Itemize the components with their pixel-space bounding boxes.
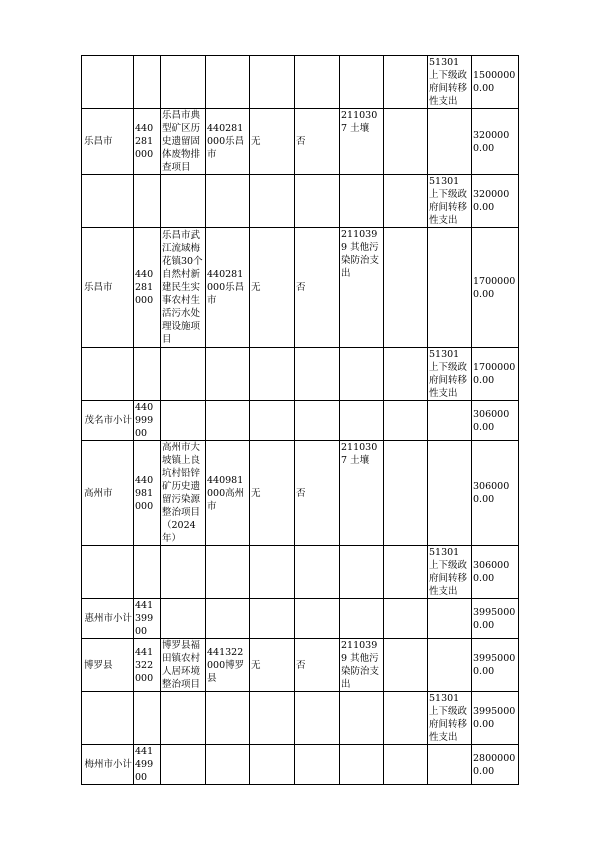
empty-cell: [206, 692, 250, 745]
subtotal-label-cell: 惠州市小计: [82, 599, 134, 639]
empty-cell: [206, 56, 250, 109]
empty-cell: [206, 546, 250, 599]
empty-cell: [82, 56, 134, 109]
empty-cell: [250, 599, 295, 639]
empty-cell: [250, 745, 295, 785]
empty-cell: [340, 692, 384, 745]
empty-cell: [340, 56, 384, 109]
region-code-cell: 44149900: [134, 745, 161, 785]
amount-cell: 17000000.00: [472, 228, 519, 348]
empty-cell: [82, 546, 134, 599]
empty-cell: [161, 599, 206, 639]
economic-class-cell: 51301 上下级政府间转移性支出: [428, 56, 472, 109]
table-row: [82, 745, 519, 785]
table-row: [82, 599, 519, 639]
empty-cell: [295, 401, 340, 441]
table-row: [82, 175, 519, 228]
empty-cell: [384, 56, 428, 109]
region-cell: 博罗县: [82, 639, 134, 692]
region-cell: 高州市: [82, 441, 134, 546]
empty-cell: [295, 599, 340, 639]
empty-cell: [340, 546, 384, 599]
empty-cell: [295, 175, 340, 228]
empty-cell: [134, 348, 161, 401]
empty-cell: [295, 745, 340, 785]
empty-cell: [428, 401, 472, 441]
empty-cell: [161, 546, 206, 599]
empty-cell: [206, 175, 250, 228]
empty-cell: [428, 228, 472, 348]
function-class-cell: 2110399 其他污染防治支出: [340, 228, 384, 348]
amount-cell: 39950000.00: [472, 599, 519, 639]
empty-cell: [295, 546, 340, 599]
flag-cell: 无: [250, 109, 295, 175]
amount-cell: 15000000.00: [472, 56, 519, 109]
empty-cell: [384, 546, 428, 599]
table-row: [82, 109, 519, 175]
region-cell: 乐昌市: [82, 228, 134, 348]
amount-cell: 39950000.00: [472, 692, 519, 745]
empty-cell: [82, 175, 134, 228]
empty-cell: [250, 692, 295, 745]
subtotal-label-cell: 梅州市小计: [82, 745, 134, 785]
economic-class-cell: 51301 上下级政府间转移性支出: [428, 692, 472, 745]
flag-cell: 否: [295, 228, 340, 348]
unit-cell: 440981000高州市: [206, 441, 250, 546]
flag-cell: 无: [250, 441, 295, 546]
empty-cell: [161, 348, 206, 401]
empty-cell: [161, 401, 206, 441]
amount-cell: 28000000.00: [472, 745, 519, 785]
empty-cell: [295, 692, 340, 745]
empty-cell: [295, 348, 340, 401]
amount-cell: 3060000.00: [472, 546, 519, 599]
empty-cell: [134, 56, 161, 109]
empty-cell: [161, 745, 206, 785]
empty-cell: [134, 546, 161, 599]
table-row: [82, 348, 519, 401]
table-row: [82, 546, 519, 599]
empty-cell: [428, 109, 472, 175]
amount-cell: 39950000.00: [472, 639, 519, 692]
empty-cell: [295, 56, 340, 109]
empty-cell: [340, 348, 384, 401]
economic-class-cell: 51301 上下级政府间转移性支出: [428, 546, 472, 599]
region-cell: 乐昌市: [82, 109, 134, 175]
table-row: [82, 441, 519, 546]
function-class-cell: 2110307 土壤: [340, 109, 384, 175]
empty-cell: [206, 401, 250, 441]
flag-cell: 否: [295, 441, 340, 546]
empty-cell: [206, 348, 250, 401]
amount-cell: 3060000.00: [472, 401, 519, 441]
flag-cell: 无: [250, 228, 295, 348]
amount-cell: 3060000.00: [472, 441, 519, 546]
flag-cell: 无: [250, 639, 295, 692]
empty-cell: [428, 745, 472, 785]
unit-cell: 440281000乐昌市: [206, 228, 250, 348]
subtotal-label-cell: 茂名市小计: [82, 401, 134, 441]
region-code-cell: 441322000: [134, 639, 161, 692]
region-code-cell: 44099900: [134, 401, 161, 441]
empty-cell: [161, 692, 206, 745]
economic-class-cell: 51301 上下级政府间转移性支出: [428, 348, 472, 401]
empty-cell: [206, 599, 250, 639]
function-class-cell: 2110399 其他污染防治支出: [340, 639, 384, 692]
region-code-cell: 44139900: [134, 599, 161, 639]
empty-cell: [384, 692, 428, 745]
table-row: [82, 639, 519, 692]
empty-cell: [384, 175, 428, 228]
amount-cell: 3200000.00: [472, 109, 519, 175]
empty-cell: [428, 441, 472, 546]
amount-cell: 17000000.00: [472, 348, 519, 401]
project-name-cell: 博罗县福田镇农村人居环境整治项目: [161, 639, 206, 692]
empty-cell: [340, 175, 384, 228]
empty-cell: [206, 745, 250, 785]
empty-cell: [250, 546, 295, 599]
table-row: [82, 228, 519, 348]
empty-cell: [250, 348, 295, 401]
empty-cell: [82, 692, 134, 745]
empty-cell: [134, 175, 161, 228]
empty-cell: [384, 639, 428, 692]
empty-cell: [340, 401, 384, 441]
unit-cell: 440281000乐昌市: [206, 109, 250, 175]
empty-cell: [340, 745, 384, 785]
empty-cell: [384, 109, 428, 175]
table-row: [82, 56, 519, 109]
empty-cell: [428, 599, 472, 639]
project-name-cell: 乐昌市典型矿区历史遗留固体废物排查项目: [161, 109, 206, 175]
amount-cell: 3200000.00: [472, 175, 519, 228]
empty-cell: [82, 348, 134, 401]
budget-table: [81, 55, 519, 785]
region-code-cell: 440281000: [134, 109, 161, 175]
empty-cell: [250, 175, 295, 228]
empty-cell: [161, 175, 206, 228]
empty-cell: [384, 401, 428, 441]
table-row: [82, 692, 519, 745]
empty-cell: [161, 56, 206, 109]
empty-cell: [384, 441, 428, 546]
unit-cell: 441322000博罗县: [206, 639, 250, 692]
empty-cell: [250, 401, 295, 441]
project-name-cell: 高州市大坡镇上良坑村铅锌矿历史遗留污染源整治项目（2024年）: [161, 441, 206, 546]
economic-class-cell: 51301 上下级政府间转移性支出: [428, 175, 472, 228]
function-class-cell: 2110307 土壤: [340, 441, 384, 546]
table-row: [82, 401, 519, 441]
region-code-cell: 440981000: [134, 441, 161, 546]
empty-cell: [384, 228, 428, 348]
empty-cell: [134, 692, 161, 745]
empty-cell: [340, 599, 384, 639]
empty-cell: [384, 348, 428, 401]
empty-cell: [384, 745, 428, 785]
flag-cell: 否: [295, 639, 340, 692]
empty-cell: [428, 639, 472, 692]
project-name-cell: 乐昌市武江流域梅花镇30个自然村新建民生实事农村生活污水处理设施项目: [161, 228, 206, 348]
empty-cell: [384, 599, 428, 639]
region-code-cell: 440281000: [134, 228, 161, 348]
flag-cell: 否: [295, 109, 340, 175]
empty-cell: [250, 56, 295, 109]
